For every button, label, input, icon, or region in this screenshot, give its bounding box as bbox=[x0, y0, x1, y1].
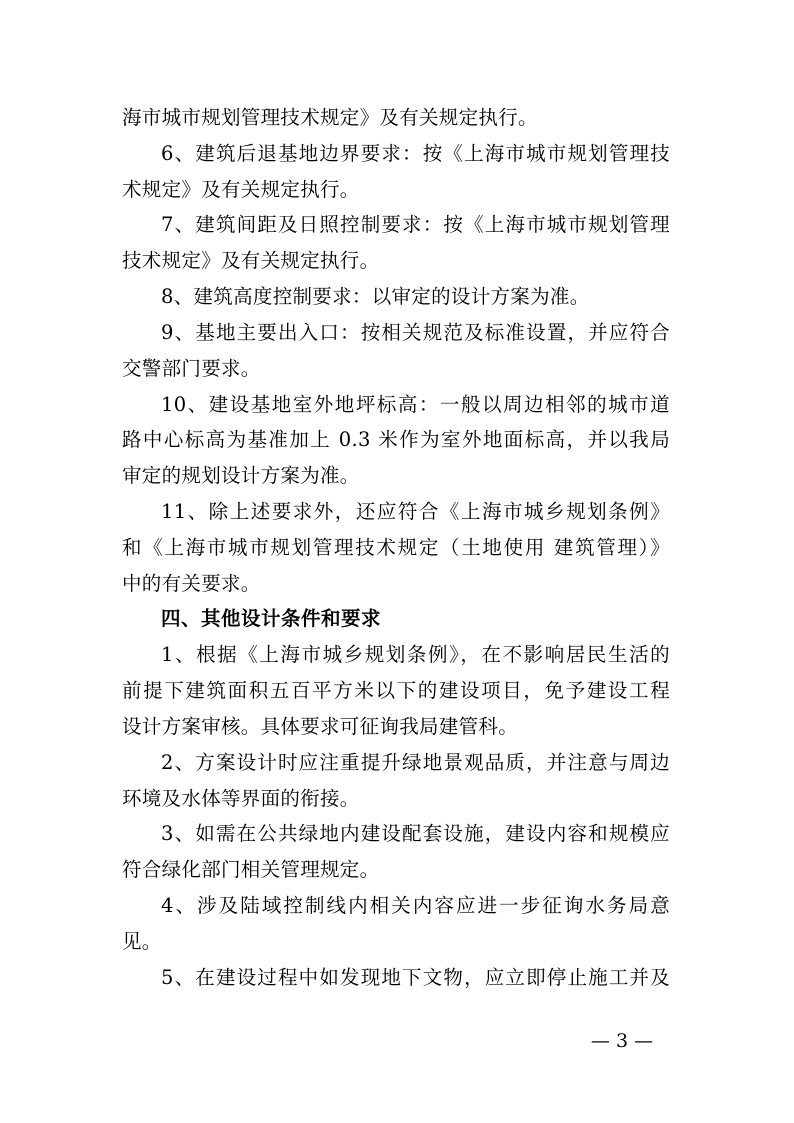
text-line: 8、建筑高度控制要求：以审定的设计方案为准。 bbox=[161, 285, 590, 308]
text-line: 路中心标高为基准加上 0.3 米作为室外地面标高，并以我局 bbox=[122, 428, 670, 451]
section-heading: 四、其他设计条件和要求 bbox=[161, 607, 382, 630]
text-line: 和《上海市城市规划管理技术规定（土地使用 建筑管理）》 bbox=[122, 536, 670, 559]
text-line: 9、基地主要出入口：按相关规范及标准设置，并应符合 bbox=[161, 321, 670, 344]
text-line: 环境及水体等界面的衔接。 bbox=[122, 787, 360, 810]
text-line: 交警部门要求。 bbox=[122, 357, 261, 380]
text-line: 技术规定》及有关规定执行。 bbox=[122, 249, 380, 272]
text-line: 设计方案审核。具体要求可征询我局建管科。 bbox=[122, 715, 519, 738]
text-line: 术规定》及有关规定执行。 bbox=[122, 178, 360, 201]
text-line: 6、建筑后退基地边界要求：按《上海市城市规划管理技 bbox=[161, 142, 670, 165]
text-line: 2、方案设计时应注重提升绿地景观品质，并注意与周边 bbox=[161, 751, 670, 774]
text-line: 11、除上述要求外，还应符合《上海市城乡规划条例》 bbox=[161, 500, 670, 523]
text-line: 10、建设基地室外地坪标高：一般以周边相邻的城市道 bbox=[161, 393, 670, 416]
text-line: 7、建筑间距及日照控制要求：按《上海市城市规划管理 bbox=[161, 213, 670, 236]
text-line: 中的有关要求。 bbox=[122, 572, 261, 595]
page-number: — 3 — bbox=[590, 1030, 654, 1052]
text-line: 符合绿化部门相关管理规定。 bbox=[122, 858, 380, 881]
text-line: 见。 bbox=[122, 930, 162, 953]
text-line: 前提下建筑面积五百平方米以下的建设项目，免予建设工程 bbox=[122, 679, 670, 702]
text-line: 5、在建设过程中如发现地下文物，应立即停止施工并及 bbox=[161, 966, 670, 989]
text-line: 审定的规划设计方案为准。 bbox=[122, 464, 360, 487]
text-line: 3、如需在公共绿地内建设配套设施，建设内容和规模应 bbox=[161, 822, 670, 845]
text-line: 4、涉及陆域控制线内相关内容应进一步征询水务局意 bbox=[161, 894, 670, 917]
text-line: 海市城市规划管理技术规定》及有关规定执行。 bbox=[122, 106, 538, 129]
text-line: 1、根据《上海市城乡规划条例》，在不影响居民生活的 bbox=[161, 643, 670, 666]
